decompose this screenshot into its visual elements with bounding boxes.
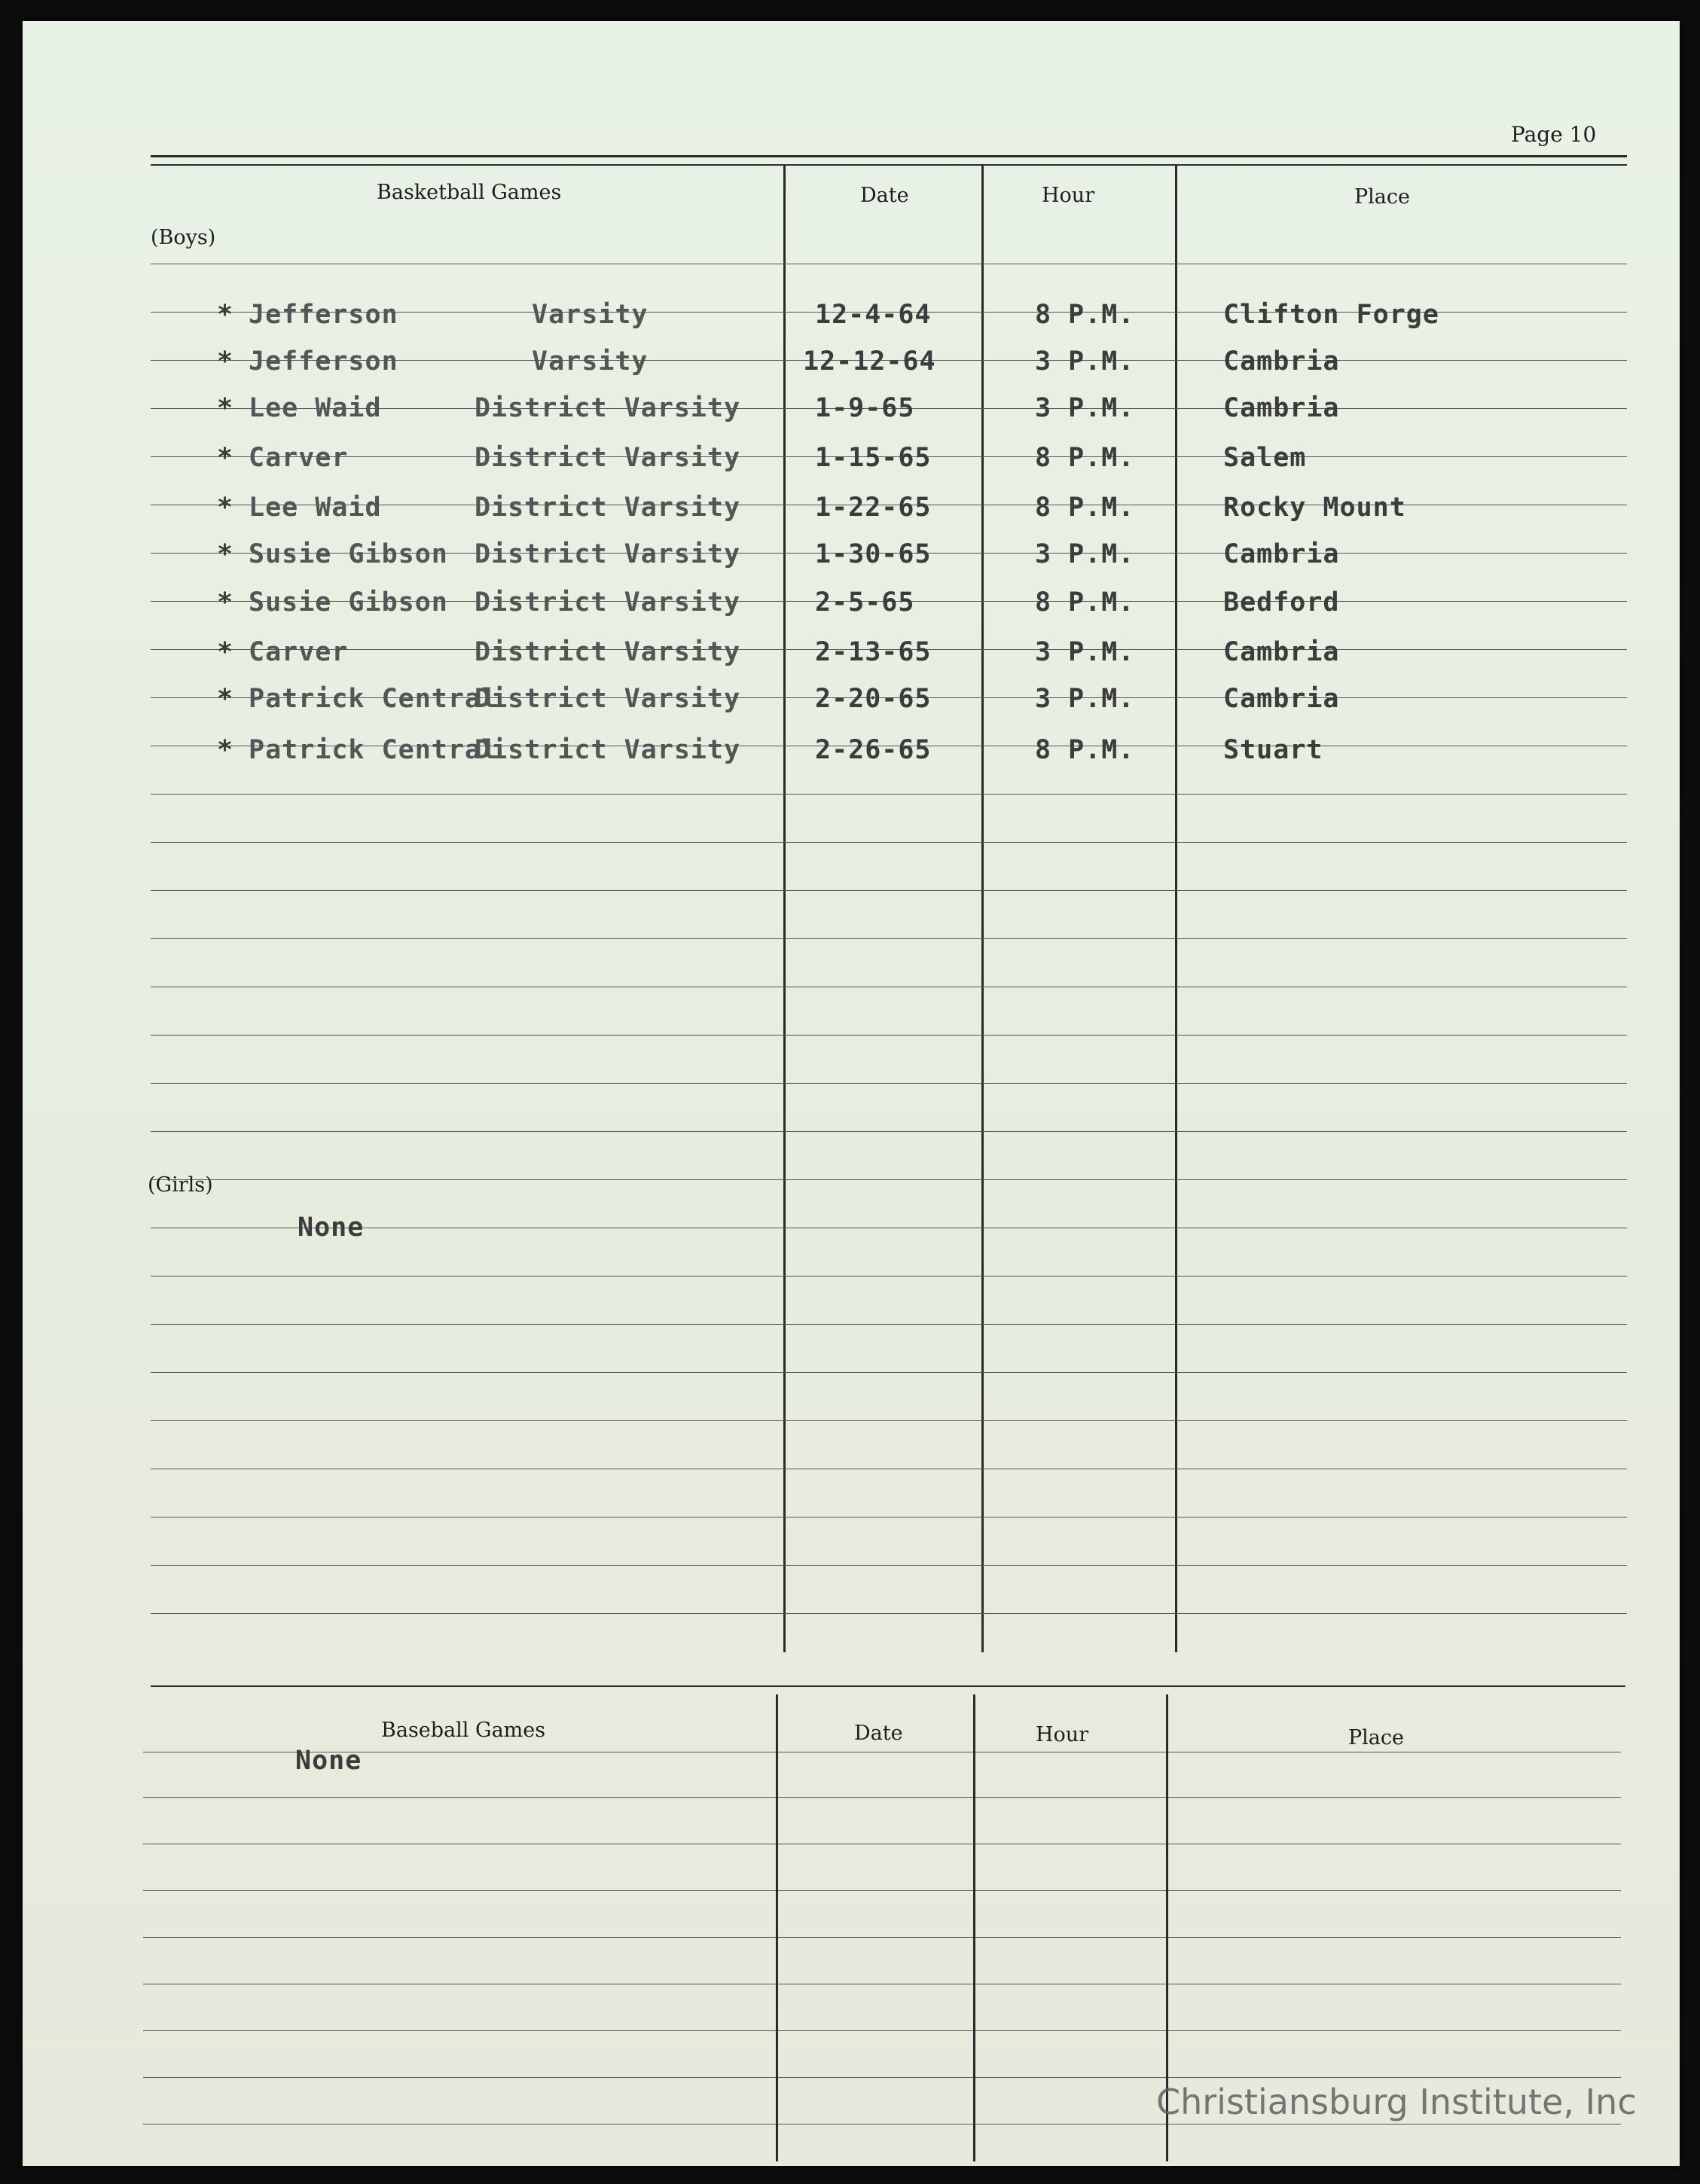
game-date: 2-5-65 [815,587,915,618]
col-divider-place [1175,166,1177,1652]
game-asterisk: * [217,443,234,473]
game-place: Cambria [1223,684,1340,714]
boys-label: (Boys) [151,226,216,249]
game-asterisk: * [217,587,234,618]
game-asterisk: * [217,684,234,714]
game-hour: 8 P.M. [1035,493,1135,523]
game-opponent: Carver [249,443,349,473]
ruled-line [151,1179,1627,1180]
game-place: Cambria [1223,637,1340,667]
game-asterisk: * [217,300,234,330]
game-date: 2-13-65 [815,637,932,667]
baseball-place-header: Place [1348,1726,1404,1749]
game-date: 1-9-65 [815,393,915,423]
baseball-ruled-line [143,2124,1621,2125]
game-hour: 3 P.M. [1035,346,1135,377]
game-asterisk: * [217,393,234,423]
game-hour: 3 P.M. [1035,539,1135,569]
ruled-line [151,1372,1627,1373]
ruled-line [151,938,1627,939]
top-rule-2 [151,164,1627,166]
game-level: District Varsity [475,493,741,523]
ruled-line [151,794,1627,795]
col-divider-date [783,166,786,1652]
baseball-ruled-line [143,1797,1621,1798]
game-date: 12-4-64 [815,300,932,330]
baseball-ruled-line [143,2030,1621,2031]
game-asterisk: * [217,493,234,523]
game-hour: 8 P.M. [1035,300,1135,330]
game-opponent: Jefferson [249,346,398,377]
game-opponent: Patrick Central [249,735,499,765]
watermark: Christiansburg Institute, Inc [1156,2082,1637,2122]
game-place: Cambria [1223,393,1340,423]
ruled-line [151,1276,1627,1277]
game-place: Salem [1223,443,1307,473]
game-hour: 8 P.M. [1035,443,1135,473]
game-opponent: Jefferson [249,300,398,330]
ruled-line [151,1565,1627,1566]
baseball-hour-header: Hour [1036,1723,1089,1746]
game-date: 2-26-65 [815,735,932,765]
girls-label: (Girls) [148,1173,213,1197]
ruled-line [151,1420,1627,1421]
baseball-col-divider-date [776,1694,778,2161]
baseball-col-divider-hour [973,1694,975,2161]
ruled-line [151,1324,1627,1325]
game-hour: 8 P.M. [1035,735,1135,765]
game-date: 1-22-65 [815,493,932,523]
top-rule [151,155,1627,157]
game-level: Varsity [532,300,649,330]
col-divider-hour [981,166,984,1652]
ruled-line [151,1035,1627,1036]
game-date: 12-12-64 [803,346,936,377]
ruled-line [151,890,1627,891]
ruled-line [151,1083,1627,1084]
game-asterisk: * [217,539,234,569]
ruled-line [151,1131,1627,1132]
game-level: District Varsity [475,587,741,618]
game-level: District Varsity [475,539,741,569]
ruled-line [151,1613,1627,1614]
game-asterisk: * [217,346,234,377]
game-level: District Varsity [475,393,741,423]
basketball-heading: Basketball Games [377,181,562,204]
game-hour: 3 P.M. [1035,637,1135,667]
game-hour: 8 P.M. [1035,587,1135,618]
game-level: District Varsity [475,684,741,714]
game-level: District Varsity [475,443,741,473]
game-date: 1-15-65 [815,443,932,473]
girls-none-entry: None [298,1212,365,1243]
game-opponent: Lee Waid [249,493,382,523]
baseball-ruled-line [143,2077,1621,2078]
game-place: Bedford [1223,587,1340,618]
game-place: Cambria [1223,539,1340,569]
game-level: Varsity [532,346,649,377]
game-place: Cambria [1223,346,1340,377]
date-column-header: Date [860,184,909,207]
baseball-top-rule [151,1685,1625,1687]
game-hour: 3 P.M. [1035,684,1135,714]
game-place: Stuart [1223,735,1323,765]
game-opponent: Carver [249,637,349,667]
game-opponent: Lee Waid [249,393,382,423]
game-level: District Varsity [475,735,741,765]
game-opponent: Susie Gibson [249,587,448,618]
game-asterisk: * [217,637,234,667]
game-place: Clifton Forge [1223,300,1439,330]
game-date: 2-20-65 [815,684,932,714]
hour-column-header: Hour [1042,184,1095,207]
game-hour: 3 P.M. [1035,393,1135,423]
document-page [23,21,1680,2166]
baseball-heading: Baseball Games [381,1719,546,1742]
baseball-date-header: Date [854,1722,903,1745]
game-opponent: Susie Gibson [249,539,448,569]
baseball-none-entry: None [295,1746,362,1776]
game-level: District Varsity [475,637,741,667]
game-asterisk: * [217,735,234,765]
baseball-ruled-line [143,1890,1621,1891]
game-place: Rocky Mount [1223,493,1406,523]
baseball-ruled-line [143,1937,1621,1938]
place-column-header: Place [1354,185,1410,209]
game-date: 1-30-65 [815,539,932,569]
ruled-line [151,842,1627,843]
ruled-line [151,1517,1627,1518]
page-number: Page 10 [1511,122,1597,147]
game-opponent: Patrick Central [249,684,499,714]
